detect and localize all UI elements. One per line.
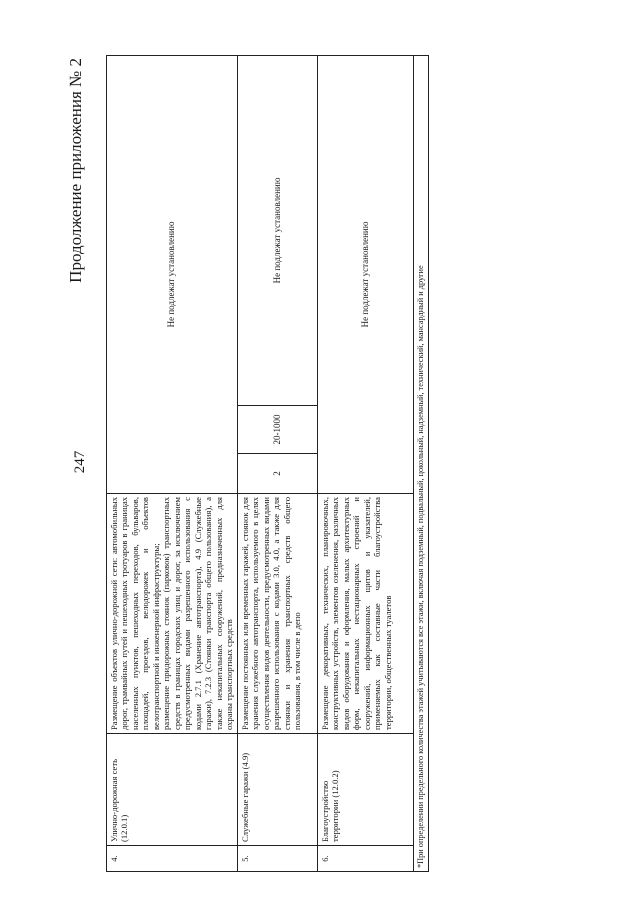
land-use-table [106,55,429,872]
table-row [317,55,413,871]
parameter-value: Не подлежат установлению [237,55,317,405]
table-row [107,55,238,871]
row-number: 6. [317,846,413,872]
row-number: 5. [237,846,317,872]
plot-area-value: 20-1000 [237,406,317,454]
footnote-row [413,55,428,871]
appendix-continuation-title: Продолжение приложения № 2 [66,58,85,283]
land-use-name: Служебные гаражи (4.9) [237,734,317,846]
page-header [60,52,100,872]
parameter-value: Не подлежат установлению [317,55,413,493]
parameter-value: Не подлежат установлению [107,55,238,493]
land-use-description: Размещение декоративных, технических, планировочных, конструктивных устройств, элементов озеленения, различных видов оборудования и оформления, малых архитектурных форм, некапитальных нестационарных строений и сооружений, информационных щитов и указателей, применяемых как составные части благоустройства территории, общественных туалетов [317,494,413,734]
description-paragraph: размещение придорожных стоянок (парковок) транспортных средств в границах городских улиц и дорог, за исключением предусмотренных видами разрешенного использования с кодами 2.7.1 (Хранение автотранспорта), 4.9 (Служебные гаражи), 7.2.3 (Стоянки транспорта общего пользования), а также некапитальных сооружений, предназначенных для охраны транспортных средств [161,497,235,730]
max-floors-value: 2 [237,454,317,494]
land-use-description [107,494,238,734]
row-number: 4. [107,846,238,872]
land-use-name: Благоустройство территории (12.0.2) [317,734,413,846]
table-row [237,55,317,871]
page-number: 247 [72,450,88,474]
description-paragraph: Размещение объектов улично-дорожной сети: автомобильных дорог, трамвайных путей и пешеходных тротуаров в границах населенных пунктов, пешеходных переходов, бульваров, площадей, проездов, велодорожек и объектов велотранспортной и инженерной инфраструктуры; [109,497,161,730]
land-use-name: Улично-дорожная сеть (12.0.1) [107,734,238,846]
rotated-document-page [60,52,425,872]
land-use-description: Размещение постоянных или временных гаражей, стоянок для хранения служебного автотранспорта, используемого в целях осуществления видов деятельности, предусмотренных видами разрешенного использования с кодами 3.0, 4.0, а также для стоянки и хранения транспортных средств общего пользования, в том числе в депо [237,494,317,734]
footnote: *При определении предельного количества этажей учитываются все этажи, включая подземный, подвальный, цокольный, надземный, технический, мансардный и другие [413,55,428,871]
